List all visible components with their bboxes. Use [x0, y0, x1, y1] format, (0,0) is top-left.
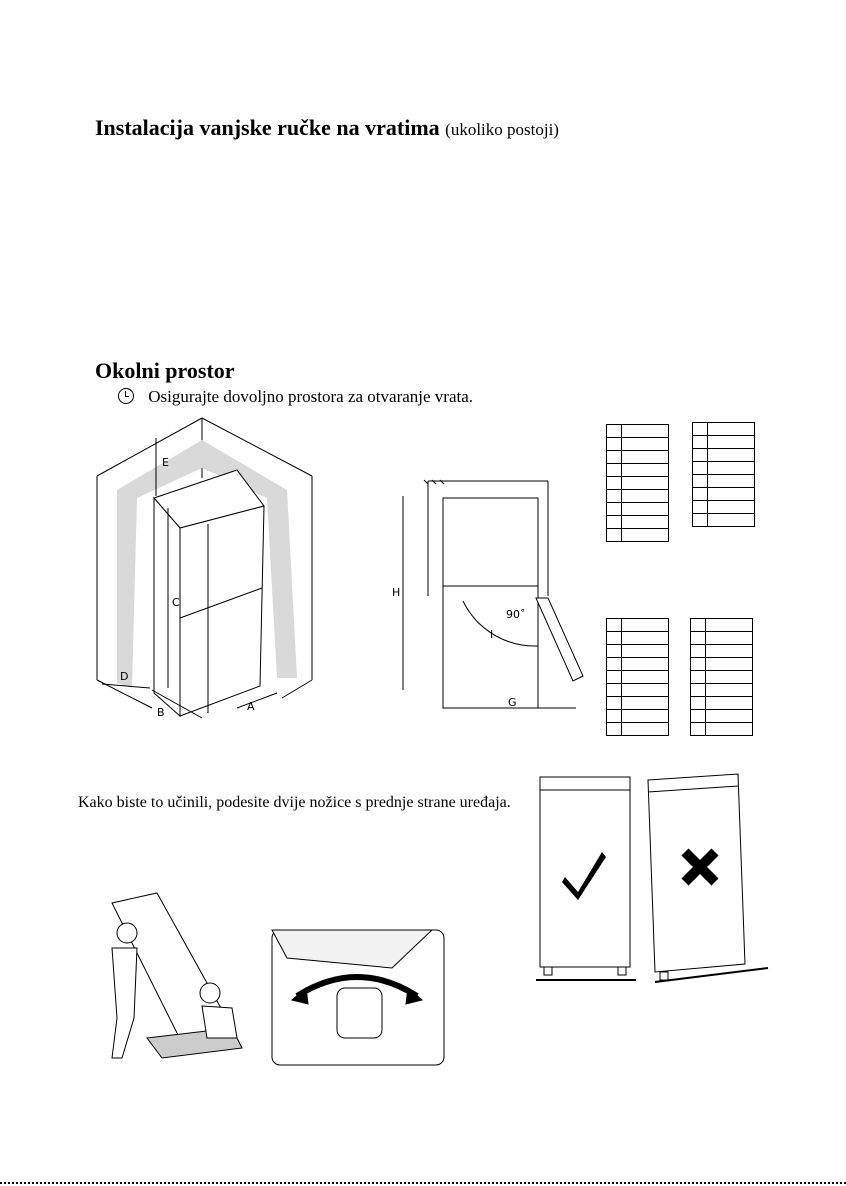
label-D: D [120, 670, 129, 683]
section-subtitle: (ukoliko postoji) [445, 120, 559, 139]
door-swing-diagram [388, 476, 588, 726]
clock-warning-icon [118, 388, 134, 404]
label-A: A [247, 700, 255, 713]
dimension-table-1 [606, 424, 669, 542]
dimension-table-3 [606, 618, 669, 736]
label-B: B [157, 706, 165, 719]
fridge-top-view [443, 498, 583, 708]
dimension-table-4 [690, 618, 753, 736]
person-kneeling-head [200, 983, 220, 1003]
label-angle: 90˚ [506, 608, 526, 621]
adjustable-foot-icon [337, 988, 382, 1038]
corner-clearance-diagram [92, 418, 432, 738]
level-comparison [530, 772, 790, 992]
section-title-handle-text: Instalacija vanjske ručke na vratima [95, 115, 440, 140]
space-note [118, 386, 473, 407]
fridge-level-correct [536, 777, 636, 980]
label-E: E [162, 456, 169, 469]
person-standing-body [112, 948, 137, 1058]
levelling-illustration [92, 888, 452, 1068]
person-standing-head [117, 923, 137, 943]
levelling-instruction: Kako biste to učinili, podesite dvije nožice s prednje strane uređaja. [78, 794, 511, 811]
fridge-body [154, 470, 264, 716]
label-C: C [172, 596, 180, 609]
section-title-handle [95, 115, 559, 141]
label-H: H [392, 586, 401, 599]
label-I: I [490, 628, 494, 641]
person-kneeling-body [202, 1006, 237, 1038]
section-title-space: Okolni prostor [95, 358, 235, 383]
space-note-text: Osigurajte dovoljno prostora za otvaranje vrata. [148, 387, 474, 406]
footer-rule [0, 1182, 846, 1184]
label-G: G [508, 696, 517, 709]
dimension-table-2 [692, 422, 755, 527]
zoom-callout [272, 930, 444, 1065]
